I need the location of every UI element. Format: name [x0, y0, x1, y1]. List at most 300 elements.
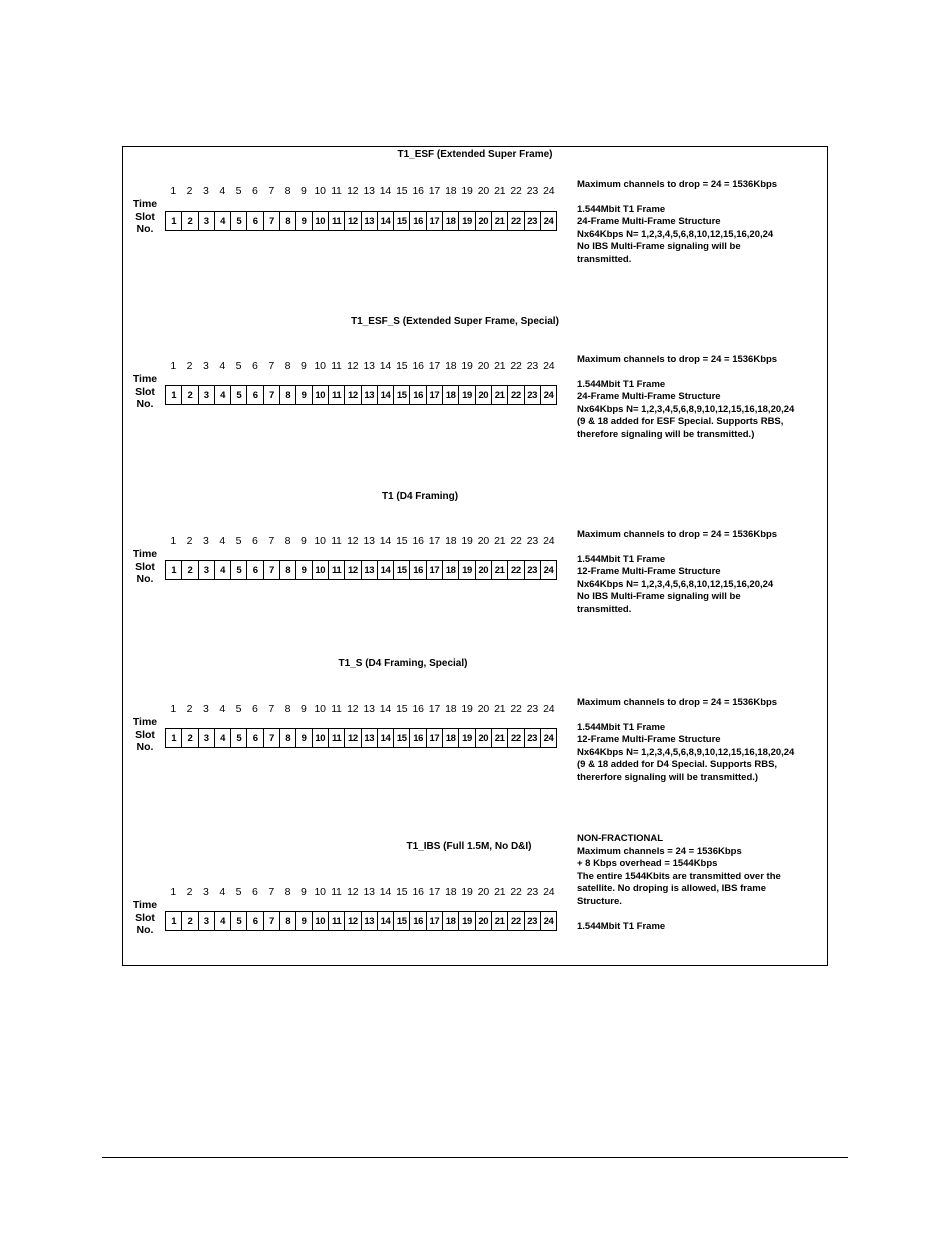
time-slot-cell: 6 [247, 212, 263, 230]
time-slot-cell: 22 [508, 912, 524, 930]
description-line: 12-Frame Multi-Frame Structure [577, 734, 721, 746]
description-spacer [577, 710, 827, 722]
description-line: Maximum channels = 24 = 1536Kbps [577, 845, 742, 857]
slot-number-label: 7 [268, 703, 274, 715]
time-slot-label [127, 198, 163, 236]
slot-number-label: 17 [428, 185, 441, 197]
time-slot-cell: 9 [296, 729, 312, 747]
slot-number-label: 18 [445, 360, 457, 372]
section-title: T1_ESF_S (Extended Super Frame, Special) [351, 316, 559, 327]
time-slot-cell: 19 [459, 912, 475, 930]
slot-number-label: 23 [526, 886, 539, 898]
time-slot-cell: 10 [313, 212, 329, 230]
slot-number-label: 4 [219, 535, 225, 547]
time-slot-cell: 9 [296, 561, 312, 579]
time-slot-cell: 2 [182, 386, 198, 404]
time-slot-cell: 4 [215, 212, 231, 230]
description-line: + 8 Kbps overhead = 1544Kbps [577, 858, 718, 870]
time-slot-cell: 12 [345, 729, 361, 747]
slot-number-label: 22 [510, 886, 522, 898]
slot-number-label: 5 [235, 703, 242, 715]
slot-number-label: 1 [170, 703, 176, 715]
slot-number-label: 16 [412, 535, 424, 547]
time-slot-label [127, 373, 163, 411]
time-slot-cell: 19 [459, 729, 475, 747]
slot-number-label: 9 [300, 185, 307, 197]
section-title: T1_IBS (Full 1.5M, No D&I) [406, 841, 532, 852]
time-slot-label-line: Time [132, 899, 158, 911]
time-slot-cell: 5 [231, 729, 247, 747]
description-line: The entire 1544Kbits are transmitted over the [577, 870, 781, 882]
time-slot-cell: 10 [313, 561, 329, 579]
time-slot-label-line: Slot [135, 560, 155, 573]
time-slot-cell: 4 [215, 386, 231, 404]
time-slot-cell: 9 [296, 912, 312, 930]
time-slot-cell: 14 [378, 212, 394, 230]
slot-number-label: 4 [219, 360, 225, 372]
time-slot-label-line: No. [136, 924, 154, 936]
slot-number-label: 1 [170, 360, 176, 372]
time-slot-cell: 18 [443, 729, 459, 747]
slot-number-label: 15 [396, 535, 408, 547]
slot-number-label: 23 [526, 185, 539, 197]
slot-number-label: 5 [235, 886, 242, 898]
slot-number-label: 24 [543, 703, 555, 715]
time-slot-cell: 10 [313, 729, 329, 747]
slot-number-label: 3 [203, 535, 209, 547]
time-slot-label-line: No. [136, 223, 154, 235]
time-slot-cell: 2 [182, 212, 198, 230]
section-description [577, 697, 827, 785]
slot-number-label: 16 [412, 886, 424, 898]
slot-number-label: 1 [170, 535, 176, 547]
time-slot-cell: 12 [345, 386, 361, 404]
slot-number-label: 4 [219, 886, 225, 898]
slot-number-label: 2 [186, 360, 193, 372]
slot-number-label: 11 [331, 535, 342, 547]
slot-number-label: 13 [363, 535, 375, 547]
time-slot-cell: 12 [345, 561, 361, 579]
slot-number-label: 9 [300, 360, 307, 372]
slot-number-label: 13 [363, 360, 375, 372]
time-slot-cell: 23 [525, 386, 541, 404]
slot-number-label: 3 [203, 886, 209, 898]
slot-number-label: 5 [235, 360, 242, 372]
slot-number-label: 2 [186, 703, 193, 715]
slot-number-label: 8 [284, 185, 291, 197]
slot-number-label: 4 [219, 703, 225, 715]
time-slot-cell: 12 [345, 912, 361, 930]
slot-number-label: 9 [300, 703, 307, 715]
slot-number-label: 17 [428, 360, 441, 372]
time-slot-row [165, 211, 557, 231]
slot-number-label: 23 [526, 703, 539, 715]
time-slot-cell: 18 [443, 912, 459, 930]
slot-number-label: 18 [445, 886, 457, 898]
time-slot-cell: 6 [247, 729, 263, 747]
section-title: T1_S (D4 Framing, Special) [338, 658, 468, 669]
description-line: NON-FRACTIONAL [577, 833, 664, 844]
time-slot-cell: 19 [459, 561, 475, 579]
time-slot-cell: 5 [231, 212, 247, 230]
time-slot-cell: 4 [215, 912, 231, 930]
time-slot-cell: 21 [492, 386, 508, 404]
time-slot-cell: 11 [329, 561, 345, 579]
slot-number-label: 10 [314, 185, 326, 197]
slot-number-label: 7 [268, 185, 274, 197]
description-line: 24-Frame Multi-Frame Structure [577, 216, 721, 228]
time-slot-label-line: Time [132, 198, 158, 210]
slot-number-label: 24 [543, 886, 555, 898]
slot-number-label: 5 [235, 185, 242, 197]
description-line: Nx64Kbps N= 1,2,3,4,5,6,8,9,10,12,15,16,18,20,24 [577, 403, 795, 415]
description-line: Nx64Kbps N= 1,2,3,4,5,6,8,10,12,15,16,20,24 [577, 228, 774, 240]
time-slot-cell: 11 [329, 912, 345, 930]
slot-number-label: 10 [314, 535, 326, 547]
time-slot-cell: 8 [280, 912, 296, 930]
slot-number-label: 12 [347, 185, 359, 197]
slot-number-label: 3 [203, 360, 209, 372]
time-slot-cell: 24 [543, 732, 554, 744]
slot-number-label: 6 [251, 185, 258, 197]
time-slot-label [127, 548, 163, 586]
description-line: Structure. [577, 895, 622, 907]
slot-number-label: 24 [543, 535, 555, 547]
slot-number-label: 20 [477, 360, 490, 372]
slot-number-label: 10 [314, 360, 326, 372]
time-slot-cell: 16 [410, 212, 426, 230]
time-slot-cell: 23 [525, 729, 541, 747]
description-line: 12-Frame Multi-Frame Structure [577, 566, 721, 578]
time-slot-cell: 21 [492, 912, 508, 930]
slot-number-label: 21 [494, 703, 506, 715]
time-slot-cell: 10 [313, 386, 329, 404]
time-slot-cell: 13 [362, 561, 378, 579]
time-slot-cell: 8 [280, 212, 296, 230]
time-slot-cell: 24 [543, 389, 554, 401]
time-slot-cell: 17 [427, 212, 443, 230]
description-line: transmitted. [577, 603, 632, 615]
time-slot-cell: 3 [199, 912, 215, 930]
time-slot-cell: 23 [525, 912, 541, 930]
slot-number-label: 21 [494, 886, 506, 898]
time-slot-cell: 11 [329, 386, 345, 404]
slot-number-label: 24 [543, 360, 555, 372]
time-slot-cell: 1 [166, 386, 182, 404]
time-slot-cell: 20 [476, 212, 492, 230]
slot-number-label: 1 [170, 886, 176, 898]
time-slot-label-line: Slot [135, 728, 155, 741]
slot-number-label: 23 [526, 360, 539, 372]
section-description [577, 529, 827, 617]
slot-number-label: 12 [347, 886, 359, 898]
section-description [577, 833, 827, 933]
slot-number-label: 11 [331, 886, 342, 898]
slot-number-label: 12 [347, 360, 359, 372]
time-slot-cell: 23 [525, 212, 541, 230]
time-slot-cell: 7 [264, 729, 280, 747]
time-slot-cell: 5 [231, 561, 247, 579]
slot-number-label: 21 [494, 185, 506, 197]
time-slot-cell: 9 [296, 386, 312, 404]
time-slot-cell: 20 [476, 912, 492, 930]
time-slot-cell: 18 [443, 386, 459, 404]
time-slot-cell: 22 [508, 729, 524, 747]
time-slot-cell: 20 [476, 561, 492, 579]
time-slot-cell: 16 [410, 912, 426, 930]
description-line: 1.544Mbit T1 Frame [577, 721, 666, 733]
time-slot-cell: 18 [443, 561, 459, 579]
time-slot-label-line: No. [136, 398, 154, 410]
slot-number-label: 16 [412, 185, 424, 197]
slot-number-label: 8 [284, 703, 291, 715]
time-slot-cell: 15 [394, 729, 410, 747]
section-description [577, 179, 827, 267]
time-slot-cell: 3 [199, 729, 215, 747]
time-slot-cell: 11 [329, 212, 345, 230]
time-slot-label-line: Time [132, 548, 158, 560]
slot-number-label: 7 [268, 886, 274, 898]
time-slot-cell: 8 [280, 386, 296, 404]
time-slot-cell: 7 [264, 212, 280, 230]
time-slot-cell: 6 [247, 912, 263, 930]
description-spacer [577, 542, 827, 554]
time-slot-cell: 15 [394, 212, 410, 230]
time-slot-label [127, 899, 163, 937]
slot-number-header [165, 360, 557, 374]
section-title: T1 (D4 Framing) [381, 491, 459, 502]
slot-number-label: 21 [494, 360, 506, 372]
slot-number-header [165, 535, 557, 549]
slot-number-label: 16 [412, 360, 424, 372]
time-slot-cell: 10 [313, 912, 329, 930]
time-slot-cell: 12 [345, 212, 361, 230]
time-slot-cell: 15 [394, 912, 410, 930]
time-slot-cell: 21 [492, 561, 508, 579]
time-slot-label [127, 716, 163, 754]
slot-number-label: 8 [284, 535, 291, 547]
description-spacer [577, 367, 827, 379]
slot-number-label: 20 [477, 886, 490, 898]
slot-number-label: 14 [379, 360, 392, 372]
slot-number-label: 14 [379, 886, 392, 898]
time-slot-cell: 6 [247, 561, 263, 579]
slot-number-label: 20 [477, 185, 490, 197]
time-slot-cell: 2 [182, 729, 198, 747]
time-slot-cell: 22 [508, 561, 524, 579]
time-slot-cell: 4 [215, 729, 231, 747]
time-slot-cell: 15 [394, 386, 410, 404]
slot-number-label: 19 [461, 703, 473, 715]
slot-number-label: 2 [186, 185, 193, 197]
slot-number-label: 11 [331, 703, 342, 715]
slot-number-label: 14 [379, 703, 392, 715]
time-slot-cell: 15 [394, 561, 410, 579]
time-slot-cell: 1 [166, 212, 182, 230]
time-slot-cell: 17 [427, 561, 443, 579]
time-slot-cell: 14 [378, 729, 394, 747]
time-slot-cell: 19 [459, 212, 475, 230]
slot-number-label: 17 [428, 535, 441, 547]
slot-number-label: 2 [186, 535, 193, 547]
time-slot-cell: 3 [199, 561, 215, 579]
section-description [577, 354, 827, 442]
time-slot-label-line: No. [136, 573, 154, 585]
description-line: thererfore signaling will be transmitted.) [577, 771, 759, 783]
time-slot-cell: 1 [166, 912, 182, 930]
time-slot-row [165, 385, 557, 405]
time-slot-cell: 16 [410, 386, 426, 404]
slot-number-label: 18 [445, 535, 457, 547]
slot-number-header [165, 185, 557, 199]
time-slot-label-line: Slot [135, 385, 155, 398]
time-slot-label-line: Slot [135, 210, 155, 223]
slot-number-label: 4 [219, 185, 225, 197]
time-slot-cell: 13 [362, 212, 378, 230]
slot-number-label: 7 [268, 360, 274, 372]
slot-number-label: 3 [203, 185, 209, 197]
description-line: Maximum channels to drop = 24 = 1536Kbps [577, 529, 778, 540]
description-line: Nx64Kbps N= 1,2,3,4,5,6,8,10,12,15,16,20,24 [577, 578, 774, 590]
time-slot-cell: 2 [182, 912, 198, 930]
slot-number-label: 13 [363, 703, 375, 715]
slot-number-label: 21 [494, 535, 506, 547]
slot-number-label: 20 [477, 703, 490, 715]
time-slot-label-line: Slot [135, 911, 155, 924]
slot-number-header [165, 886, 557, 900]
time-slot-cell: 24 [543, 215, 554, 227]
description-line: 1.544Mbit T1 Frame [577, 203, 666, 215]
slot-number-label: 22 [510, 535, 522, 547]
time-slot-cell: 20 [476, 729, 492, 747]
frame-structure-figure [122, 146, 828, 966]
slot-number-label: 23 [526, 535, 539, 547]
time-slot-cell: 16 [410, 729, 426, 747]
time-slot-cell: 20 [476, 386, 492, 404]
time-slot-row [165, 728, 557, 748]
description-line: Nx64Kbps N= 1,2,3,4,5,6,8,9,10,12,15,16,18,20,24 [577, 746, 795, 758]
slot-number-label: 10 [314, 886, 326, 898]
description-line: Maximum channels to drop = 24 = 1536Kbps [577, 697, 778, 708]
slot-number-label: 2 [186, 886, 193, 898]
slot-number-label: 14 [379, 535, 392, 547]
slot-number-label: 12 [347, 535, 359, 547]
time-slot-cell: 17 [427, 729, 443, 747]
time-slot-cell: 21 [492, 729, 508, 747]
time-slot-cell: 24 [543, 564, 554, 576]
time-slot-cell: 17 [427, 386, 443, 404]
time-slot-cell: 14 [378, 912, 394, 930]
slot-number-label: 6 [251, 703, 258, 715]
slot-number-label: 13 [363, 185, 375, 197]
description-line: (9 & 18 added for D4 Special. Supports RBS, [577, 759, 778, 771]
time-slot-cell: 18 [443, 212, 459, 230]
time-slot-cell: 9 [296, 212, 312, 230]
slot-number-label: 11 [331, 185, 342, 197]
description-spacer [577, 192, 827, 204]
slot-number-label: 9 [300, 886, 307, 898]
time-slot-cell: 8 [280, 561, 296, 579]
time-slot-cell: 17 [427, 912, 443, 930]
slot-number-label: 9 [300, 535, 307, 547]
time-slot-cell: 1 [166, 561, 182, 579]
slot-number-label: 13 [363, 886, 375, 898]
slot-number-label: 15 [396, 185, 408, 197]
slot-number-label: 10 [314, 703, 326, 715]
time-slot-cell: 13 [362, 729, 378, 747]
slot-number-label: 6 [251, 886, 258, 898]
description-spacer [577, 909, 827, 921]
section-title: T1_ESF (Extended Super Frame) [397, 149, 553, 160]
slot-number-label: 1 [170, 185, 176, 197]
description-line: No IBS Multi-Frame signaling will be [577, 591, 741, 603]
description-line: No IBS Multi-Frame signaling will be [577, 241, 741, 253]
time-slot-cell: 19 [459, 386, 475, 404]
description-line: 1.544Mbit T1 Frame [577, 378, 666, 390]
time-slot-cell: 23 [525, 561, 541, 579]
time-slot-label-line: No. [136, 741, 154, 753]
slot-number-label: 18 [445, 703, 457, 715]
footer-rule [102, 1157, 848, 1158]
time-slot-cell: 11 [329, 729, 345, 747]
time-slot-cell: 24 [543, 915, 554, 927]
time-slot-cell: 22 [508, 212, 524, 230]
time-slot-row [165, 560, 557, 580]
time-slot-cell: 3 [199, 212, 215, 230]
slot-number-label: 22 [510, 703, 522, 715]
description-line: Maximum channels to drop = 24 = 1536Kbps [577, 354, 778, 365]
slot-number-label: 6 [251, 360, 258, 372]
slot-number-label: 15 [396, 886, 408, 898]
time-slot-cell: 14 [378, 386, 394, 404]
description-line: transmitted. [577, 253, 632, 265]
slot-number-label: 19 [461, 360, 473, 372]
description-line: 1.544Mbit T1 Frame [577, 920, 666, 932]
slot-number-label: 16 [412, 703, 424, 715]
time-slot-cell: 16 [410, 561, 426, 579]
slot-number-label: 8 [284, 360, 291, 372]
time-slot-row [165, 911, 557, 931]
time-slot-cell: 6 [247, 386, 263, 404]
time-slot-cell: 22 [508, 386, 524, 404]
description-line: therefore signaling will be transmitted.) [577, 428, 755, 440]
slot-number-label: 17 [428, 703, 441, 715]
slot-number-label: 15 [396, 360, 408, 372]
slot-number-header [165, 703, 557, 717]
slot-number-label: 7 [268, 535, 274, 547]
time-slot-cell: 7 [264, 561, 280, 579]
time-slot-cell: 7 [264, 386, 280, 404]
slot-number-label: 22 [510, 360, 522, 372]
time-slot-cell: 7 [264, 912, 280, 930]
description-line: satellite. No droping is allowed, IBS frame [577, 883, 766, 895]
time-slot-cell: 13 [362, 912, 378, 930]
slot-number-label: 8 [284, 886, 291, 898]
slot-number-label: 17 [428, 886, 441, 898]
time-slot-cell: 13 [362, 386, 378, 404]
time-slot-cell: 2 [182, 561, 198, 579]
time-slot-cell: 21 [492, 212, 508, 230]
slot-number-label: 11 [331, 360, 342, 372]
slot-number-label: 12 [347, 703, 359, 715]
time-slot-label-line: Time [132, 373, 158, 385]
slot-number-label: 19 [461, 535, 473, 547]
slot-number-label: 6 [251, 535, 258, 547]
description-line: (9 & 18 added for ESF Special. Supports RBS, [577, 416, 784, 428]
time-slot-cell: 14 [378, 561, 394, 579]
time-slot-cell: 1 [166, 729, 182, 747]
slot-number-label: 24 [543, 185, 555, 197]
